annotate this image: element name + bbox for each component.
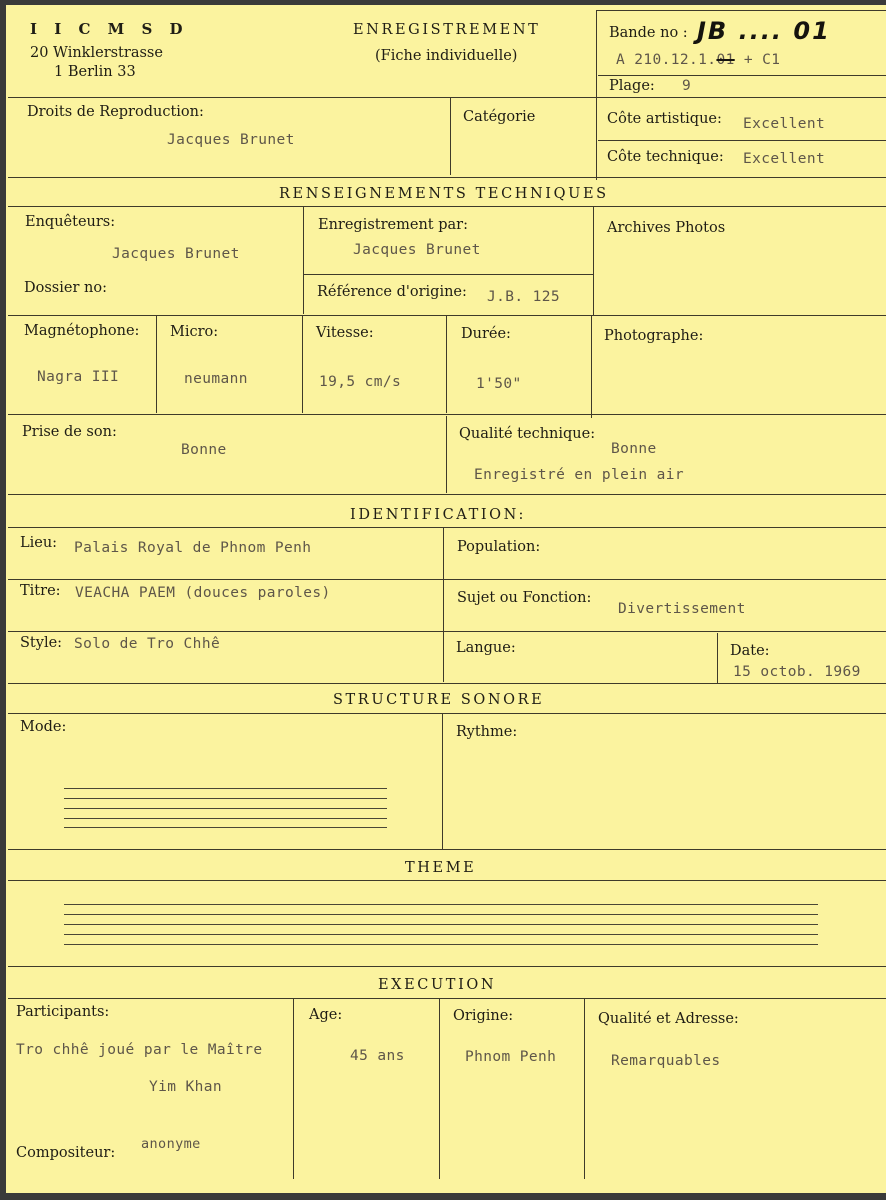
rule	[439, 999, 440, 1179]
mode-staff-line	[64, 798, 387, 799]
lieu-label: Lieu:	[20, 535, 58, 551]
rule	[450, 98, 451, 175]
cote-technique-label: Côte technique:	[607, 149, 724, 165]
theme-staff-line	[64, 924, 818, 925]
bande-handwritten: JB .... 01	[697, 17, 831, 45]
rule	[8, 206, 886, 207]
mode-staff-line	[64, 818, 387, 819]
plage-value: 9	[682, 78, 692, 94]
age-label: Age:	[309, 1007, 343, 1023]
theme-staff-line	[64, 934, 818, 935]
rule	[304, 274, 593, 275]
rule	[8, 97, 886, 98]
rule	[303, 207, 304, 314]
qualite-adresse-value: Remarquables	[611, 1053, 721, 1069]
rule	[593, 207, 594, 315]
mode-staff-line	[64, 788, 387, 789]
enqueteurs-value: Jacques Brunet	[112, 246, 240, 262]
archives-label: Archives Photos	[607, 220, 726, 236]
rule	[8, 713, 886, 714]
plage-label: Plage:	[609, 78, 655, 94]
bande-label: Bande no :	[609, 25, 688, 41]
compositeur-label: Compositeur:	[16, 1145, 116, 1161]
magnetophone-value: Nagra III	[37, 369, 120, 385]
vitesse-label: Vitesse:	[316, 325, 374, 341]
qualite-technique-label: Qualité technique:	[459, 426, 596, 442]
rule	[8, 966, 886, 967]
scan-edge-left	[0, 0, 6, 1200]
droits-label: Droits de Reproduction:	[27, 104, 204, 120]
prise-value: Bonne	[181, 442, 227, 458]
style-label: Style:	[20, 635, 63, 651]
rule	[596, 98, 597, 180]
mode-staff-line	[64, 827, 387, 828]
cote-artistique-label: Côte artistique:	[607, 111, 722, 127]
titre-value: VEACHA PAEM (douces paroles)	[75, 585, 331, 601]
rule	[8, 849, 886, 850]
qualite-adresse-label: Qualité et Adresse:	[598, 1011, 739, 1027]
section-heading-identification: IDENTIFICATION:	[350, 507, 526, 523]
ref-struck: 01	[716, 52, 735, 68]
micro-value: neumann	[184, 371, 248, 387]
qualite-technique-value: Bonne	[611, 441, 657, 457]
rule	[293, 999, 294, 1179]
date-label: Date:	[730, 643, 770, 659]
rule	[8, 527, 886, 528]
sujet-value: Divertissement	[618, 601, 746, 617]
bande-reference	[616, 52, 780, 68]
form-title: ENREGISTREMENT	[353, 22, 541, 38]
age-value: 45 ans	[350, 1048, 405, 1064]
duree-label: Durée:	[461, 326, 511, 342]
compositeur-value: anonyme	[141, 1136, 201, 1152]
sujet-label: Sujet ou Fonction:	[457, 590, 592, 606]
rule	[8, 998, 886, 999]
rule	[8, 683, 886, 684]
enregistrement-value: Jacques Brunet	[353, 242, 481, 258]
rule	[596, 10, 597, 99]
org-city: 1 Berlin 33	[54, 64, 136, 80]
rule	[446, 316, 447, 413]
section-heading-execution: EXECUTION	[378, 977, 497, 993]
style-value: Solo de Tro Chhê	[74, 636, 221, 652]
ref-suffix: + C1	[743, 52, 781, 68]
rule	[302, 316, 303, 413]
origine-label: Origine:	[453, 1008, 514, 1024]
section-heading-structure: STRUCTURE SONORE	[333, 692, 545, 708]
duree-value: 1'50"	[476, 376, 522, 392]
origine-value: Phnom Penh	[465, 1049, 557, 1065]
rule	[443, 528, 444, 682]
participants-value-line2: Yim Khan	[149, 1079, 223, 1095]
form-subtitle: (Fiche individuelle)	[375, 48, 518, 64]
photographe-label: Photographe:	[604, 328, 704, 344]
prise-label: Prise de son:	[22, 424, 117, 440]
rule	[598, 140, 886, 141]
rule	[598, 75, 886, 76]
enregistrement-label: Enregistrement par:	[318, 217, 468, 233]
rule	[8, 177, 886, 178]
rule	[8, 579, 886, 580]
reference-label: Référence d'origine:	[317, 284, 467, 300]
scan-edge-top	[0, 0, 886, 5]
theme-staff-line	[64, 944, 818, 945]
rule	[446, 416, 447, 493]
scan-edge-bottom	[0, 1193, 886, 1200]
rule	[584, 999, 585, 1179]
reference-value: J.B. 125	[487, 289, 561, 305]
cote-technique-value: Excellent	[743, 151, 826, 167]
droits-value: Jacques Brunet	[167, 132, 295, 148]
titre-label: Titre:	[20, 583, 61, 599]
ref-prefix: A 210.12.1.	[616, 52, 717, 68]
cote-artistique-value: Excellent	[743, 116, 826, 132]
enqueteurs-label: Enquêteurs:	[25, 214, 116, 230]
rule	[8, 494, 886, 495]
population-label: Population:	[457, 539, 541, 555]
mode-label: Mode:	[20, 719, 67, 735]
org-street: 20 Winklerstrasse	[30, 45, 163, 61]
theme-staff-line	[64, 914, 818, 915]
micro-label: Micro:	[170, 324, 219, 340]
categorie-label: Catégorie	[463, 109, 536, 125]
rule	[442, 714, 443, 850]
rule	[156, 316, 157, 413]
lieu-value: Palais Royal de Phnom Penh	[74, 540, 312, 556]
participants-label: Participants:	[16, 1004, 110, 1020]
participants-value-line1: Tro chhê joué par le Maître	[16, 1042, 263, 1058]
dossier-label: Dossier no:	[24, 280, 107, 296]
mode-staff-line	[64, 808, 387, 809]
rule	[8, 631, 886, 632]
langue-label: Langue:	[456, 640, 516, 656]
qualite-technique-note: Enregistré en plein air	[474, 467, 684, 483]
date-value: 15 octob. 1969	[733, 664, 861, 680]
rule	[717, 633, 718, 684]
rule	[8, 880, 886, 881]
org-logo: I I C M S D	[30, 20, 189, 38]
theme-staff-line	[64, 904, 818, 905]
rythme-label: Rythme:	[456, 724, 518, 740]
rule	[591, 316, 592, 418]
section-heading-technique: RENSEIGNEMENTS TECHNIQUES	[279, 186, 609, 202]
rule	[596, 10, 886, 11]
magnetophone-label: Magnétophone:	[24, 323, 140, 339]
vitesse-value: 19,5 cm/s	[319, 374, 402, 390]
section-heading-theme: THEME	[405, 860, 477, 876]
